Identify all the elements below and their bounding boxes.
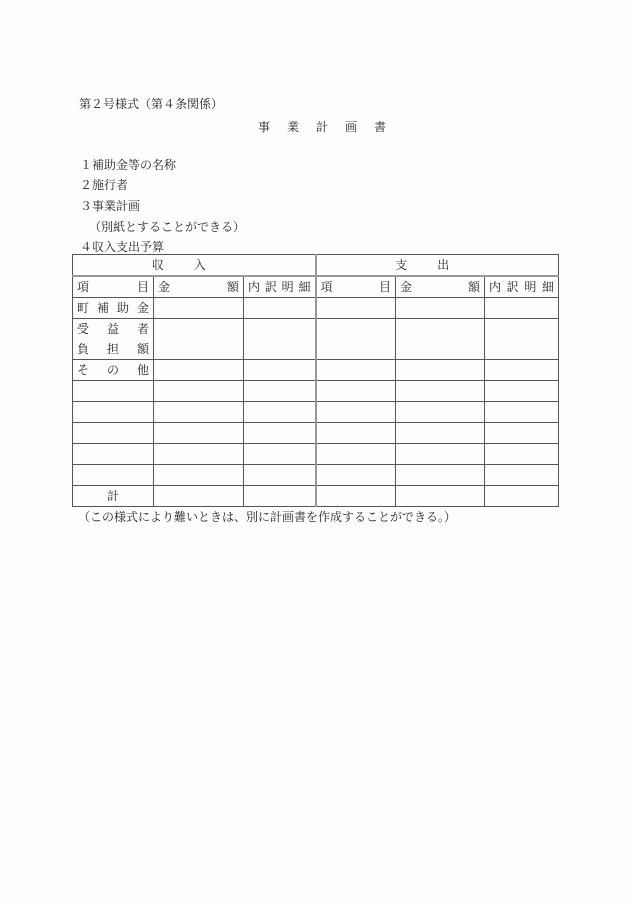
cell (73, 444, 154, 465)
cell (396, 360, 485, 381)
cell (485, 486, 559, 507)
cell (316, 423, 396, 444)
cell (396, 465, 485, 486)
item-budget: ４収入支出予算 (80, 240, 165, 254)
income-detail-header: 内訳明細 (244, 276, 316, 298)
cell (244, 298, 316, 319)
item-executor: ２施行者 (80, 178, 129, 192)
table-row (73, 381, 559, 402)
cell (396, 298, 485, 319)
cell (316, 402, 396, 423)
cell (244, 402, 316, 423)
cell (244, 319, 316, 360)
cell (154, 465, 244, 486)
document-title: 事業計画書 (258, 120, 404, 134)
cell (244, 444, 316, 465)
table-header-row (73, 255, 559, 277)
table-row (73, 360, 559, 381)
cell (396, 402, 485, 423)
cell (73, 465, 154, 486)
cell (316, 444, 396, 465)
table-row (73, 465, 559, 486)
expense-header: 支出 (316, 255, 559, 277)
cell (73, 402, 154, 423)
form-number: 第２号様式（第４条関係） (79, 97, 224, 111)
cell (154, 298, 244, 319)
expense-item-header: 項目 (316, 276, 396, 298)
table-row (73, 298, 559, 319)
cell (396, 319, 485, 360)
cell (244, 423, 316, 444)
cell (244, 360, 316, 381)
burden-label: 負担額 (77, 342, 149, 356)
cell (244, 486, 316, 507)
item-subsidy-name: １補助金等の名称 (80, 158, 177, 172)
cell (244, 381, 316, 402)
footnote: （この様式により難いときは、別に計画書を作成することができる。） (78, 510, 457, 524)
cell (73, 381, 154, 402)
income-header: 収入 (73, 255, 316, 277)
income-item-town-subsidy: 町補助金 (73, 298, 154, 319)
total-row (73, 486, 559, 507)
income-item-beneficiary-burden (73, 319, 154, 360)
item-business-plan: ３事業計画 (80, 199, 141, 213)
budget-table (72, 254, 559, 507)
cell (485, 444, 559, 465)
cell (316, 486, 396, 507)
cell (485, 298, 559, 319)
income-item-header: 項目 (73, 276, 154, 298)
column-header-row (73, 276, 559, 298)
total-label: 計 (73, 486, 154, 507)
expense-detail-header: 内訳明細 (485, 276, 559, 298)
cell (485, 360, 559, 381)
cell (396, 423, 485, 444)
table-row (73, 444, 559, 465)
cell (244, 465, 316, 486)
cell (154, 486, 244, 507)
cell (396, 381, 485, 402)
beneficiary-label: 受益者 (77, 322, 149, 336)
cell (396, 486, 485, 507)
income-item-other: その他 (73, 360, 154, 381)
cell (485, 423, 559, 444)
cell (154, 360, 244, 381)
cell (316, 381, 396, 402)
cell (154, 423, 244, 444)
expense-amount-header: 金額 (396, 276, 485, 298)
cell (485, 402, 559, 423)
cell (396, 444, 485, 465)
cell (154, 444, 244, 465)
cell (485, 381, 559, 402)
cell (316, 465, 396, 486)
income-amount-header: 金額 (154, 276, 244, 298)
table-row (73, 402, 559, 423)
item-business-plan-note: （別紙とすることができる） (89, 220, 246, 234)
cell (154, 381, 244, 402)
table-row (73, 319, 559, 360)
cell (154, 319, 244, 360)
cell (316, 360, 396, 381)
cell (73, 423, 154, 444)
cell (485, 465, 559, 486)
cell (316, 319, 396, 360)
cell (316, 298, 396, 319)
cell (485, 319, 559, 360)
table-row (73, 423, 559, 444)
cell (154, 402, 244, 423)
